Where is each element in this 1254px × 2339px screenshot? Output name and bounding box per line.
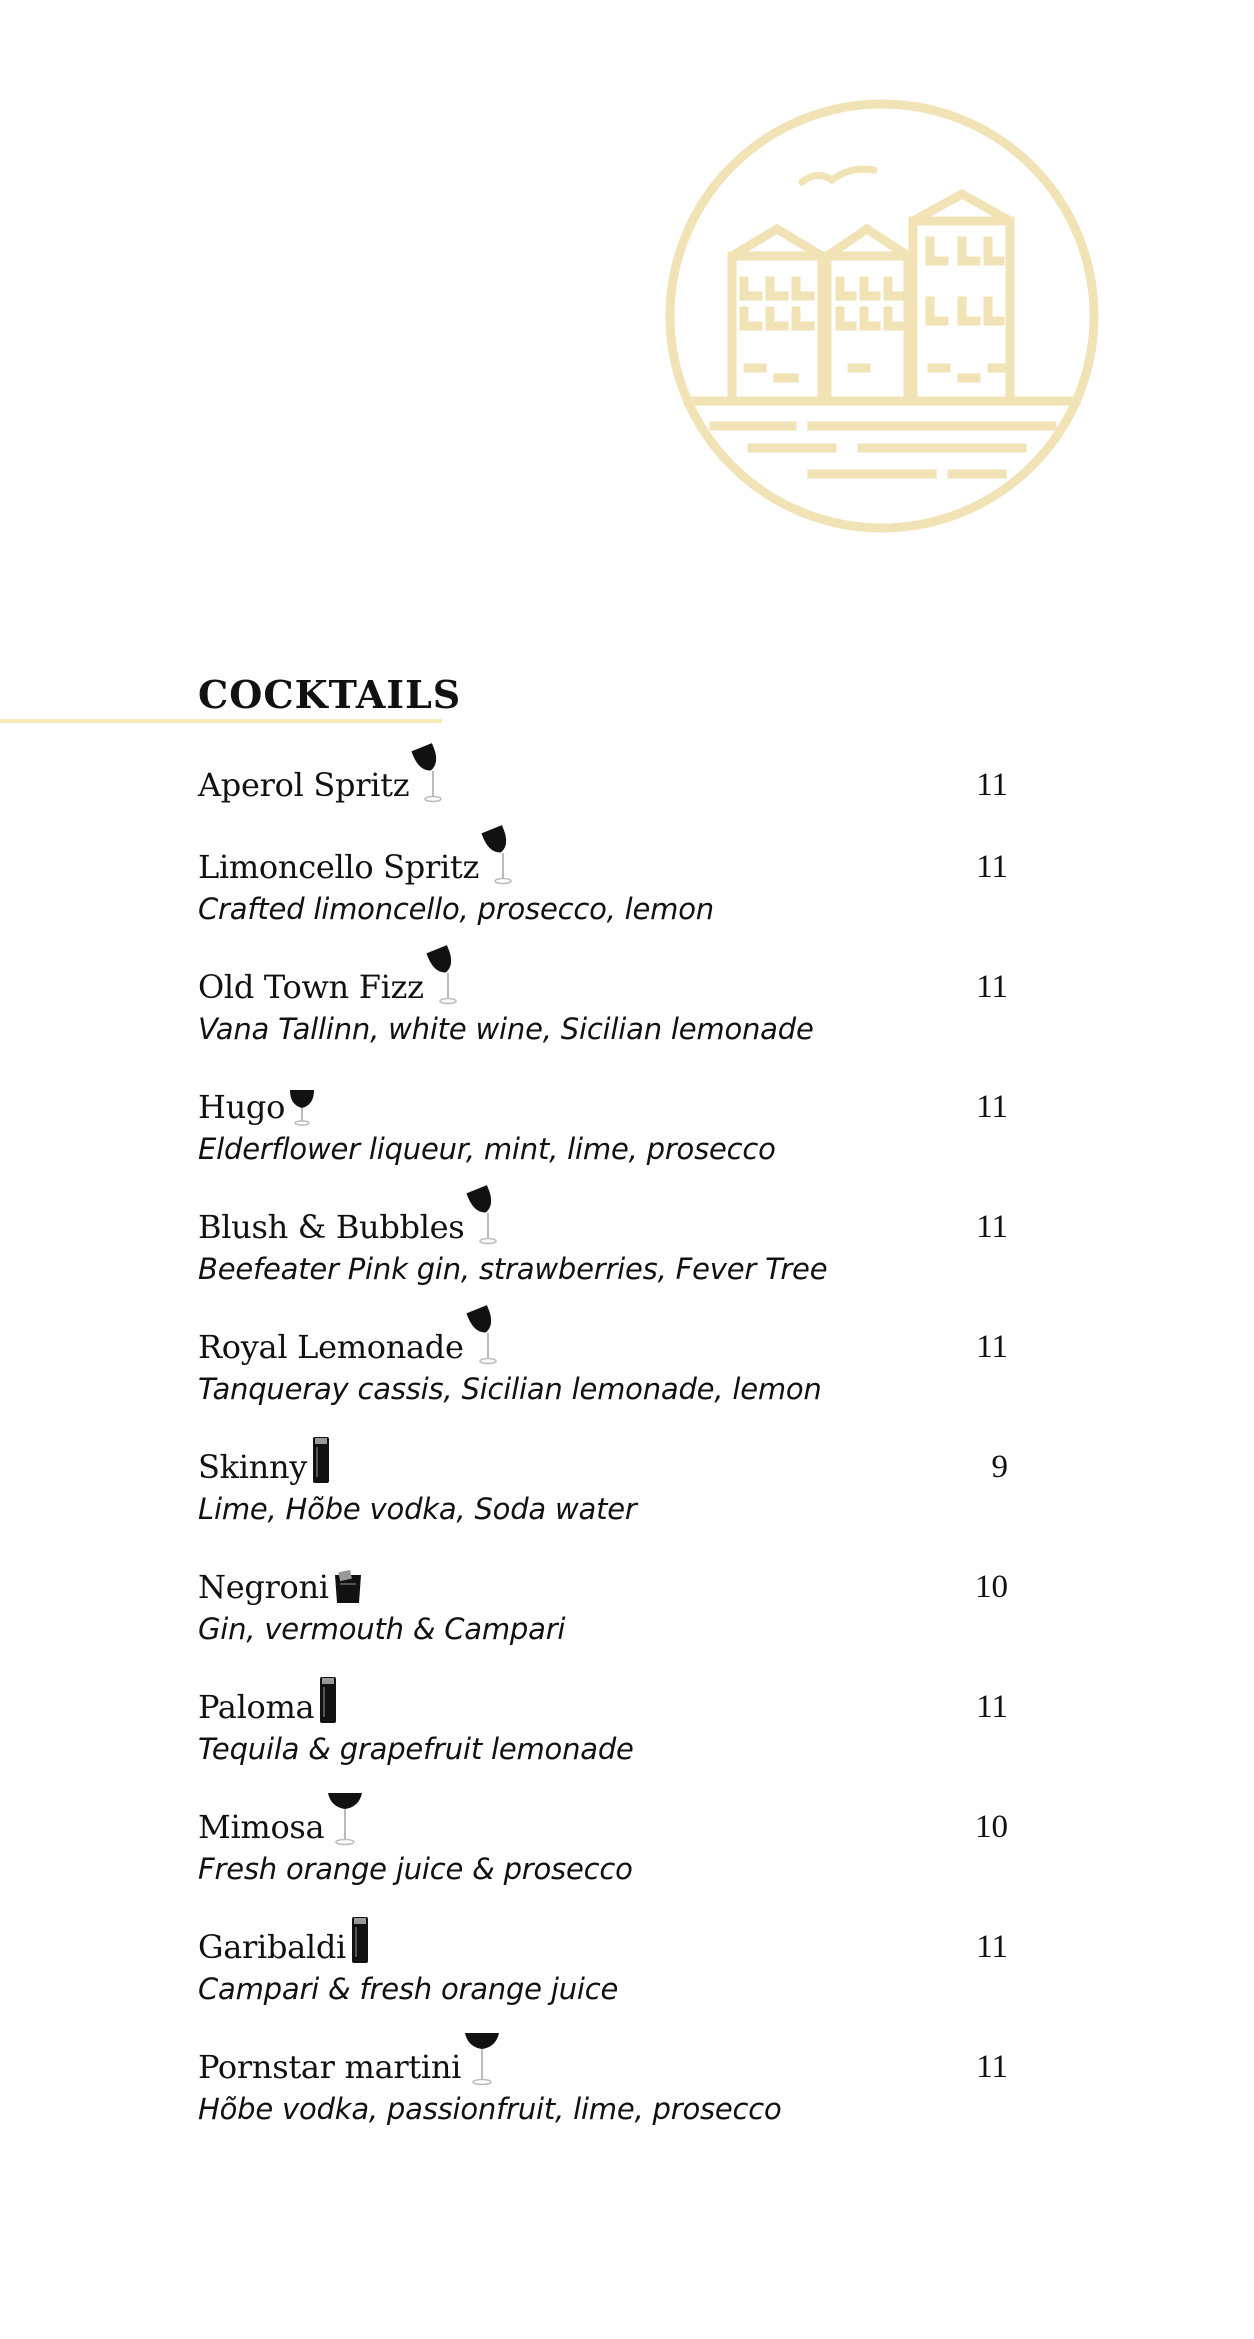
- item-name: Mimosa: [198, 1808, 325, 1846]
- highball-glass-icon: [309, 1435, 333, 1487]
- item-price: 11: [976, 1689, 1008, 1725]
- menu-item: [198, 1207, 1078, 1307]
- section-divider: [0, 719, 442, 723]
- item-name: Blush & Bubbles: [198, 1208, 465, 1246]
- item-price: 11: [976, 2049, 1008, 2085]
- item-description: Beefeater Pink gin, strawberries, Fever Tree: [198, 1252, 828, 1286]
- item-name: Negroni: [198, 1568, 329, 1606]
- item-name: Old Town Fizz: [198, 968, 424, 1006]
- menu-item: [198, 1087, 1078, 1187]
- item-price: 11: [976, 1929, 1008, 1965]
- wine-glass-icon: [287, 1087, 317, 1127]
- item-price: 10: [975, 1569, 1008, 1605]
- item-name: Hugo: [198, 1088, 286, 1126]
- item-description: Fresh orange juice & prosecco: [198, 1852, 633, 1886]
- item-description: Elderflower liqueur, mint, lime, prosecco: [198, 1132, 776, 1166]
- item-price: 11: [976, 969, 1008, 1005]
- item-description: Lime, Hõbe vodka, Soda water: [198, 1492, 637, 1526]
- item-price: 11: [976, 1329, 1008, 1365]
- item-description: Tequila & grapefruit lemonade: [198, 1732, 634, 1766]
- wine-glass-tilted-icon: [466, 1303, 500, 1367]
- coupe-glass-icon: [326, 1789, 364, 1847]
- item-price: 11: [976, 1089, 1008, 1125]
- item-description: Crafted limoncello, prosecco, lemon: [198, 892, 714, 926]
- wine-glass-tilted-icon: [411, 741, 445, 805]
- menu-item: [198, 1687, 1078, 1787]
- item-price: 10: [975, 1809, 1008, 1845]
- item-name: Garibaldi: [198, 1928, 346, 1966]
- item-price: 11: [976, 767, 1008, 803]
- wine-glass-tilted-icon: [466, 1183, 500, 1247]
- menu-item: [198, 1447, 1078, 1547]
- menu-item: [198, 1927, 1078, 2027]
- item-description: Tanqueray cassis, Sicilian lemonade, lemon: [198, 1372, 822, 1406]
- rocks-glass-icon: [331, 1569, 365, 1607]
- old-town-logo-icon: [662, 96, 1102, 536]
- item-name: Aperol Spritz: [198, 766, 410, 804]
- item-name: Royal Lemonade: [198, 1328, 464, 1366]
- menu-item: [198, 1327, 1078, 1427]
- coupe-glass-icon: [463, 2029, 501, 2087]
- wine-glass-tilted-icon: [426, 943, 460, 1007]
- item-name: Skinny: [198, 1448, 308, 1486]
- item-description: Gin, vermouth & Campari: [198, 1612, 566, 1646]
- menu-item: [198, 1567, 1078, 1667]
- item-name: Pornstar martini: [198, 2048, 462, 2086]
- highball-glass-icon: [348, 1915, 372, 1967]
- menu-item: [198, 847, 1078, 947]
- item-description: Hõbe vodka, passionfruit, lime, prosecco: [198, 2092, 782, 2126]
- highball-glass-icon: [316, 1675, 340, 1727]
- item-name: Limoncello Spritz: [198, 848, 480, 886]
- menu-item: [198, 967, 1078, 1067]
- item-description: Vana Tallinn, white wine, Sicilian lemonade: [198, 1012, 814, 1046]
- item-price: 11: [976, 849, 1008, 885]
- menu-item: [198, 2047, 1078, 2147]
- wine-glass-tilted-icon: [481, 823, 515, 887]
- menu-item: [198, 1807, 1078, 1907]
- item-price: 11: [976, 1209, 1008, 1245]
- section-title: COCKTAILS: [198, 672, 462, 717]
- item-description: Campari & fresh orange juice: [198, 1972, 619, 2006]
- item-name: Paloma: [198, 1688, 315, 1726]
- item-price: 9: [991, 1449, 1008, 1485]
